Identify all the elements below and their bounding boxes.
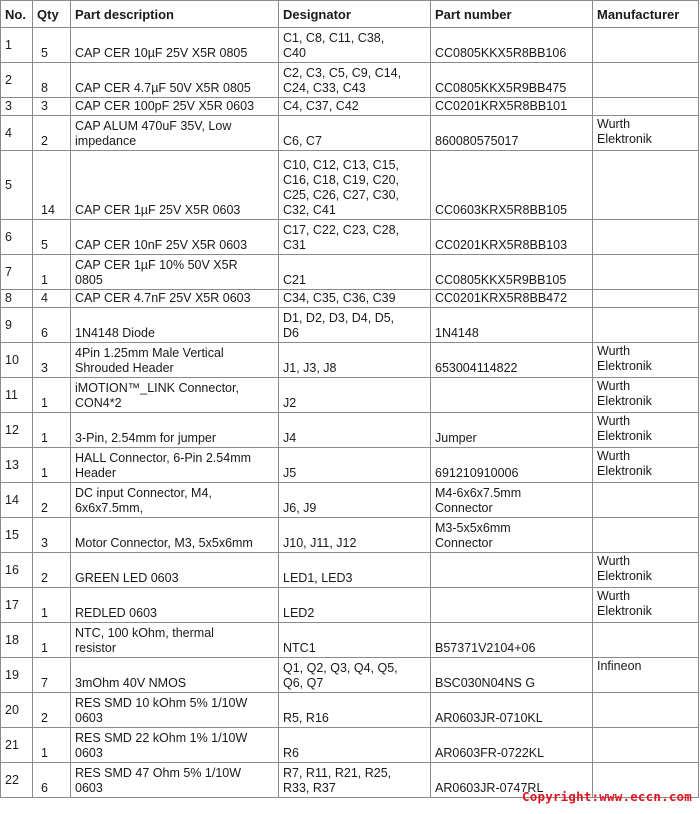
cell-no-text: 13 [5, 457, 19, 472]
cell-designator-text: D1, D2, D3, D4, D5, D6 [283, 311, 395, 340]
cell-description-text: iMOTION™_LINK Connector, CON4*2 [75, 381, 239, 410]
cell-description [71, 588, 279, 623]
cell-qty [33, 98, 71, 116]
cell-designator-text: J2 [283, 396, 297, 410]
cell-qty-text: 2 [41, 134, 48, 148]
cell-description [71, 693, 279, 728]
cell-manufacturer [593, 378, 699, 413]
cell-no-text: 9 [5, 317, 12, 332]
header-designator: Designator [279, 1, 431, 28]
cell-qty [33, 658, 71, 693]
cell-description [71, 413, 279, 448]
cell-manufacturer [593, 728, 699, 763]
cell-manufacturer [593, 28, 699, 63]
cell-designator [279, 116, 431, 151]
cell-manufacturer [593, 255, 699, 290]
cell-manufacturer [593, 518, 699, 553]
cell-designator-text: C34, C35, C36, C39 [283, 291, 396, 305]
cell-qty-text: 6 [41, 781, 48, 795]
cell-description [71, 343, 279, 378]
table-row [1, 308, 699, 343]
cell-description [71, 448, 279, 483]
cell-part-number-text: 691210910006 [435, 466, 519, 480]
cell-designator [279, 151, 431, 220]
cell-part-number [431, 378, 593, 413]
cell-description-text: Motor Connector, M3, 5x5x6mm [75, 536, 253, 550]
header-no: No. [1, 1, 33, 28]
cell-description [71, 98, 279, 116]
cell-qty [33, 518, 71, 553]
cell-description-text: GREEN LED 0603 [75, 571, 179, 585]
cell-qty [33, 448, 71, 483]
cell-designator-text: R5, R16 [283, 711, 329, 725]
cell-qty [33, 290, 71, 308]
cell-part-number [431, 98, 593, 116]
cell-part-number [431, 448, 593, 483]
cell-part-number [431, 553, 593, 588]
cell-qty-text: 1 [41, 396, 48, 410]
cell-designator [279, 308, 431, 343]
cell-no-text: 6 [5, 229, 12, 244]
copyright-watermark: Copyright:www.eccn.com [522, 789, 692, 804]
cell-qty-text: 2 [41, 571, 48, 585]
cell-part-number [431, 483, 593, 518]
header-manufacturer: Manufacturer [593, 1, 699, 28]
cell-qty-text: 1 [41, 641, 48, 655]
cell-part-number [431, 116, 593, 151]
cell-designator [279, 658, 431, 693]
cell-qty [33, 63, 71, 98]
cell-description-text: REDLED 0603 [75, 606, 157, 620]
cell-description [71, 255, 279, 290]
cell-qty-text: 1 [41, 746, 48, 760]
cell-no-text: 8 [5, 291, 12, 305]
cell-part-number [431, 658, 593, 693]
cell-manufacturer [593, 63, 699, 98]
cell-part-number [431, 28, 593, 63]
cell-no [1, 728, 33, 763]
table-row [1, 220, 699, 255]
cell-qty [33, 728, 71, 763]
cell-designator [279, 693, 431, 728]
cell-no-text: 7 [5, 264, 12, 279]
cell-designator-text: C4, C37, C42 [283, 99, 359, 113]
cell-description [71, 151, 279, 220]
cell-description [71, 28, 279, 63]
cell-description [71, 220, 279, 255]
cell-designator [279, 343, 431, 378]
cell-designator [279, 63, 431, 98]
cell-no-text: 18 [5, 632, 19, 647]
cell-qty-text: 3 [41, 99, 48, 113]
cell-description [71, 63, 279, 98]
cell-part-number [431, 308, 593, 343]
cell-description-text: 3mOhm 40V NMOS [75, 676, 187, 690]
table-row [1, 553, 699, 588]
cell-qty [33, 553, 71, 588]
cell-part-number [431, 588, 593, 623]
cell-description [71, 763, 279, 798]
table-row [1, 255, 699, 290]
cell-qty-text: 8 [41, 81, 48, 95]
cell-part-number [431, 623, 593, 658]
cell-description-text: CAP CER 1µF 10% 50V X5R 0805 [75, 258, 238, 287]
cell-designator-text: J6, J9 [283, 501, 317, 515]
cell-qty-text: 2 [41, 711, 48, 725]
cell-qty [33, 378, 71, 413]
cell-designator-text: LED2 [283, 606, 315, 620]
cell-no [1, 98, 33, 116]
table-row [1, 658, 699, 693]
cell-designator [279, 588, 431, 623]
table-row [1, 116, 699, 151]
table-row [1, 693, 699, 728]
cell-designator [279, 255, 431, 290]
cell-no-text: 2 [5, 72, 12, 87]
cell-description [71, 553, 279, 588]
cell-description-text: RES SMD 47 Ohm 5% 1/10W 0603 [75, 766, 242, 795]
cell-qty [33, 588, 71, 623]
cell-part-number-text: AR0603JR-0710KL [435, 711, 543, 725]
cell-qty-text: 1 [41, 273, 48, 287]
cell-manufacturer [593, 588, 699, 623]
cell-no [1, 220, 33, 255]
cell-qty [33, 220, 71, 255]
cell-part-number-text: CC0201KRX5R8BB472 [435, 291, 568, 305]
cell-part-number-text: M3-5x5x6mm Connector [435, 521, 511, 550]
cell-qty-text: 1 [41, 466, 48, 480]
cell-no [1, 290, 33, 308]
cell-description-text: CAP CER 1µF 25V X5R 0603 [75, 203, 241, 217]
table-row [1, 728, 699, 763]
cell-description-text: CAP CER 4.7nF 25V X5R 0603 [75, 291, 251, 305]
cell-description-text: 4Pin 1.25mm Male Vertical Shrouded Header [75, 346, 224, 375]
cell-no [1, 63, 33, 98]
cell-manufacturer [593, 413, 699, 448]
cell-part-number-text: CC0201KRX5R8BB103 [435, 238, 568, 252]
cell-description-text: CAP CER 4.7µF 50V X5R 0805 [75, 81, 251, 95]
cell-manufacturer [593, 308, 699, 343]
cell-no-text: 3 [5, 99, 12, 113]
cell-description [71, 518, 279, 553]
cell-part-number [431, 728, 593, 763]
cell-designator [279, 483, 431, 518]
cell-designator [279, 220, 431, 255]
cell-description-text: CAP CER 10µF 25V X5R 0805 [75, 46, 248, 60]
cell-designator-text: C2, C3, C5, C9, C14, C24, C33, C43 [283, 66, 402, 95]
cell-manufacturer [593, 693, 699, 728]
cell-designator [279, 290, 431, 308]
cell-no [1, 343, 33, 378]
cell-designator-text: NTC1 [283, 641, 316, 655]
cell-designator [279, 623, 431, 658]
cell-no-text: 10 [5, 352, 19, 367]
cell-part-number-text: CC0805KKX5R9BB105 [435, 273, 567, 287]
table-row [1, 483, 699, 518]
cell-designator-text: C10, C12, C13, C15, C16, C18, C19, C20, C25, C26, C27, C30, C32, C41 [283, 158, 400, 217]
cell-designator-text: C17, C22, C23, C28, C31 [283, 223, 400, 252]
cell-manufacturer [593, 553, 699, 588]
cell-description-text: CAP CER 100pF 25V X5R 0603 [75, 99, 255, 113]
cell-part-number-text: 860080575017 [435, 134, 519, 148]
cell-no [1, 308, 33, 343]
cell-part-number-text: M4-6x6x7.5mm Connector [435, 486, 522, 515]
cell-qty [33, 28, 71, 63]
cell-part-number-text: Jumper [435, 431, 477, 445]
cell-description-text: RES SMD 10 kOhm 5% 1/10W 0603 [75, 696, 248, 725]
table-row [1, 28, 699, 63]
cell-manufacturer-text: Infineon [597, 659, 642, 673]
cell-no-text: 17 [5, 597, 19, 612]
cell-designator-text: C21 [283, 273, 306, 287]
cell-designator [279, 28, 431, 63]
cell-qty [33, 623, 71, 658]
cell-manufacturer [593, 658, 699, 693]
cell-manufacturer-text: Wurth Elektronik [597, 589, 652, 618]
cell-no [1, 378, 33, 413]
cell-no-text: 22 [5, 772, 19, 787]
cell-description [71, 728, 279, 763]
cell-description [71, 658, 279, 693]
cell-designator [279, 518, 431, 553]
cell-qty [33, 151, 71, 220]
cell-part-number-text: B57371V2104+06 [435, 641, 536, 655]
cell-designator-text: R6 [283, 746, 299, 760]
cell-qty [33, 693, 71, 728]
cell-manufacturer [593, 290, 699, 308]
cell-manufacturer [593, 116, 699, 151]
cell-part-number [431, 220, 593, 255]
cell-no [1, 448, 33, 483]
cell-description [71, 308, 279, 343]
cell-part-number-text: BSC030N04NS G [435, 676, 536, 690]
cell-no-text: 11 [5, 387, 18, 402]
cell-description-text: RES SMD 22 kOhm 1% 1/10W 0603 [75, 731, 248, 760]
header-qty: Qty [33, 1, 71, 28]
cell-part-number-text: AR0603JR-0747RL [435, 781, 544, 795]
cell-no [1, 588, 33, 623]
cell-qty [33, 116, 71, 151]
table-row [1, 378, 699, 413]
table-row [1, 518, 699, 553]
table-row [1, 290, 699, 308]
cell-part-number [431, 255, 593, 290]
table-row [1, 63, 699, 98]
cell-description-text: 1N4148 Diode [75, 326, 155, 340]
cell-no-text: 12 [5, 422, 19, 437]
cell-designator [279, 413, 431, 448]
cell-description [71, 378, 279, 413]
cell-manufacturer-text: Wurth Elektronik [597, 117, 652, 146]
cell-qty-text: 1 [41, 431, 48, 445]
cell-no-text: 20 [5, 702, 19, 717]
cell-designator-text: C1, C8, C11, C38, C40 [283, 31, 385, 60]
header-description: Part description [71, 1, 279, 28]
cell-description-text: CAP CER 10nF 25V X5R 0603 [75, 238, 248, 252]
cell-qty [33, 255, 71, 290]
cell-part-number [431, 343, 593, 378]
cell-designator [279, 728, 431, 763]
cell-no [1, 658, 33, 693]
cell-description-text: NTC, 100 kOhm, thermal resistor [75, 626, 214, 655]
cell-qty [33, 413, 71, 448]
cell-qty-text: 6 [41, 326, 48, 340]
table-row [1, 448, 699, 483]
cell-part-number [431, 151, 593, 220]
cell-no-text: 15 [5, 527, 19, 542]
cell-description [71, 623, 279, 658]
cell-no-text: 4 [5, 125, 12, 140]
cell-designator-text: C6, C7 [283, 134, 322, 148]
cell-description [71, 116, 279, 151]
cell-designator-text: Q1, Q2, Q3, Q4, Q5, Q6, Q7 [283, 661, 398, 690]
cell-designator [279, 448, 431, 483]
cell-manufacturer [593, 220, 699, 255]
cell-description-text: 3-Pin, 2.54mm for jumper [75, 431, 217, 445]
cell-designator-text: J10, J11, J12 [283, 536, 357, 550]
cell-designator-text: LED1, LED3 [283, 571, 353, 585]
header-part-number: Part number [431, 1, 593, 28]
cell-manufacturer [593, 448, 699, 483]
cell-designator [279, 98, 431, 116]
cell-no [1, 28, 33, 63]
cell-qty-text: 4 [41, 291, 48, 305]
cell-description-text: HALL Connector, 6-Pin 2.54mm Header [75, 451, 252, 480]
cell-part-number-text: CC0805KKX5R9BB475 [435, 81, 567, 95]
cell-part-number-text: AR0603FR-0722KL [435, 746, 545, 760]
table-row [1, 98, 699, 116]
cell-part-number-text: 1N4148 [435, 326, 479, 340]
cell-manufacturer-text: Wurth Elektronik [597, 414, 652, 443]
cell-manufacturer [593, 343, 699, 378]
cell-no [1, 623, 33, 658]
cell-no [1, 518, 33, 553]
cell-part-number [431, 693, 593, 728]
cell-no-text: 19 [5, 667, 19, 682]
cell-qty-text: 2 [41, 501, 48, 515]
cell-no-text: 14 [5, 492, 19, 507]
cell-qty-text: 5 [41, 238, 48, 252]
cell-qty-text: 14 [41, 203, 55, 217]
cell-no [1, 553, 33, 588]
cell-manufacturer [593, 623, 699, 658]
cell-part-number [431, 518, 593, 553]
cell-part-number-text: CC0603KRX5R8BB105 [435, 203, 568, 217]
header-row [1, 1, 699, 28]
cell-no [1, 116, 33, 151]
cell-manufacturer-text: Wurth Elektronik [597, 344, 652, 373]
cell-manufacturer [593, 483, 699, 518]
cell-qty [33, 483, 71, 518]
cell-description-text: CAP ALUM 470uF 35V, Low impedance [75, 119, 232, 148]
cell-qty-text: 5 [41, 46, 48, 60]
cell-designator-text: J4 [283, 431, 297, 445]
cell-designator-text: J1, J3, J8 [283, 361, 337, 375]
cell-qty-text: 3 [41, 361, 48, 375]
cell-part-number-text: CC0201KRX5R8BB101 [435, 99, 568, 113]
cell-qty-text: 1 [41, 606, 48, 620]
cell-description [71, 483, 279, 518]
table-row [1, 588, 699, 623]
cell-no-text: 5 [5, 177, 12, 192]
cell-qty [33, 763, 71, 798]
cell-designator [279, 763, 431, 798]
cell-no [1, 483, 33, 518]
cell-designator-text: R7, R11, R21, R25, R33, R37 [283, 766, 392, 795]
cell-part-number [431, 63, 593, 98]
cell-no [1, 413, 33, 448]
cell-designator [279, 553, 431, 588]
cell-qty [33, 343, 71, 378]
table-row [1, 623, 699, 658]
cell-part-number [431, 413, 593, 448]
cell-qty [33, 308, 71, 343]
cell-description-text: DC input Connector, M4, 6x6x7.5mm, [75, 486, 212, 515]
table-row [1, 413, 699, 448]
cell-part-number [431, 290, 593, 308]
cell-designator [279, 378, 431, 413]
cell-no-text: 21 [5, 737, 19, 752]
table-row [1, 343, 699, 378]
cell-manufacturer-text: Wurth Elektronik [597, 379, 652, 408]
cell-designator-text: J5 [283, 466, 297, 480]
cell-part-number-text: CC0805KKX5R8BB106 [435, 46, 567, 60]
cell-description [71, 290, 279, 308]
cell-no [1, 255, 33, 290]
table-row [1, 151, 699, 220]
cell-qty-text: 3 [41, 536, 48, 550]
cell-qty-text: 7 [41, 676, 48, 690]
cell-no-text: 1 [5, 37, 12, 52]
cell-manufacturer [593, 151, 699, 220]
cell-no [1, 151, 33, 220]
cell-no [1, 763, 33, 798]
cell-no [1, 693, 33, 728]
cell-manufacturer-text: Wurth Elektronik [597, 449, 652, 478]
cell-part-number-text: 653004114822 [435, 361, 518, 375]
cell-manufacturer [593, 98, 699, 116]
cell-manufacturer-text: Wurth Elektronik [597, 554, 652, 583]
cell-no-text: 16 [5, 562, 19, 577]
